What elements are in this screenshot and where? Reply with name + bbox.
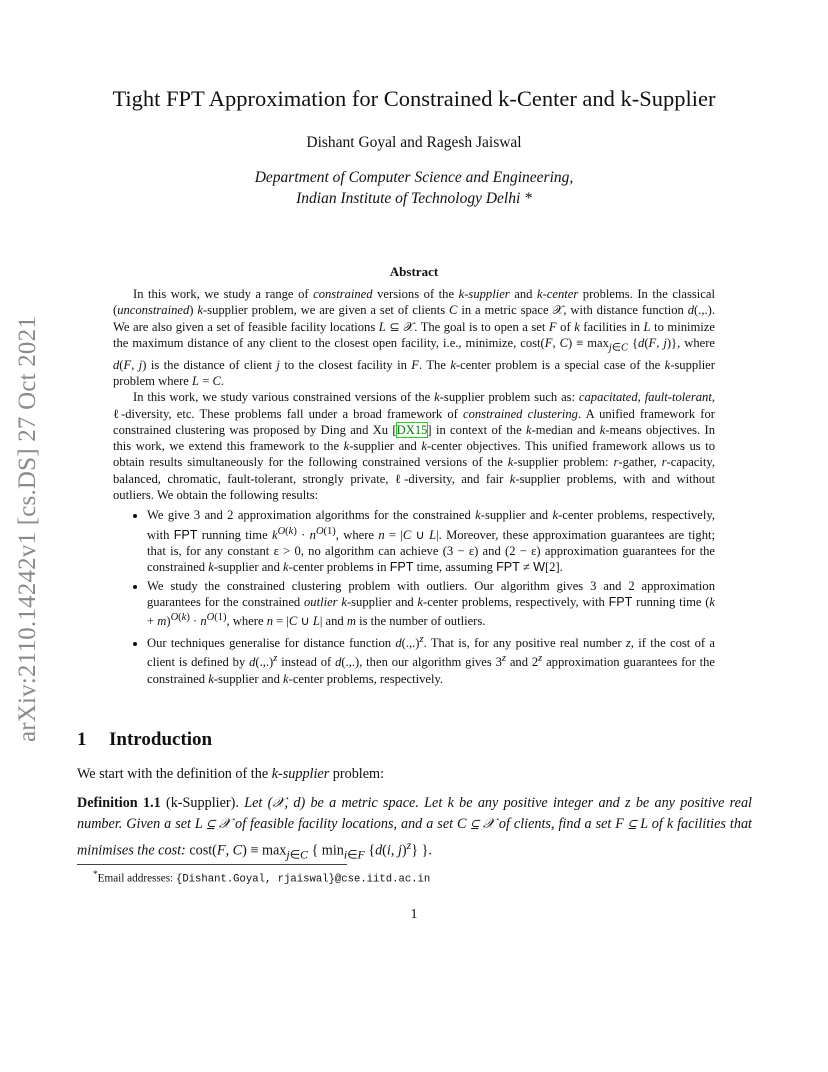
abstract-heading: Abstract bbox=[389, 264, 439, 279]
footnote-marker: * bbox=[93, 870, 98, 880]
abstract-paragraph-1: In this work, we study a range of constrained versions of the k-supplier and k-center problems. In the classical (unconstrained) k-supplier problem, we are given a set of clients C in a metric space 𝒳, with distance function d(.,.). We are also given a set of feasible facility locations L ⊆ 𝒳. The goal is to open a set F of k facilities in L to minimize the maximum distance of any client to the closest open facility, i.e., minimize, cost(F, $C) \equiv \max_{j\in C} \{d(F$, j)}, where d(F, j) is the distance of client j to the closest facility in F. The k-center problem is a special case of the k-supplier problem where L = C. bbox=[113, 287, 715, 388]
footnote bbox=[93, 870, 430, 886]
list-item: • We study the constrained clustering problem with outliers. Our algorithm gives 3 and 2 approximation guarantees for the constrained outlier k-supplier and k-center problems, respectively, with FPT running time $(k + m)^{O(k)} \cdot n^{O(1)}$, where n = |C ∪ L| and m is the number of outliers. bbox=[147, 578, 715, 630]
definition-block: Definition 1.1 (k-Supplier). Let (𝒳, d) be a metric space. Let k be any positive integer and z be any positive real number. Given a set L ⊆ 𝒳 of feasible facility locations, and a set C ⊆ 𝒳 of clients, find a set F ⊆ L of k facilities that minimises the cost: cost(F, $C) \equiv \max_{j\in C}$ { $\min_{i\in F} \{d(i$, j)$^z$} }. bbox=[77, 795, 752, 862]
section-title: Introduction bbox=[109, 729, 213, 750]
definition-name: (k-Supplier). bbox=[166, 795, 239, 811]
abstract-paragraph-2: In this work, we study various constrained versions of the k-supplier problem such as: capacitated, fault-tolerant, ℓ-diversity, etc. These problems fall under a broad framework of constrained clustering. A unified framework for constrained clustering was proposed by Ding and Xu [DX15] in context of the k-median and k-means objectives. In this work, we extend this framework to the k-supplier and k-center objectives. This unified framework allows us to obtain results simultaneously for the following constrained versions of the k-supplier problem: r-gather, r-capacity, balanced, chromatic, fault-tolerant, strongly private, ℓ-diversity, and fair k-supplier problems, with and without outliers. We obtain the following results: bbox=[113, 390, 716, 503]
page-number: 1 bbox=[410, 907, 418, 922]
arxiv-side-stamp: arXiv:2110.14242v1 [cs.DS] 27 Oct 2021 bbox=[14, 315, 41, 743]
paper-title: Tight FPT Approximation for Constrained k-Center and k-Supplier bbox=[112, 86, 716, 111]
list-item: • Our techniques generalise for distance function d(.,.)$^z$. That is, for any positive real number z, if the cost of a client is defined by d(.,.)$^z$ instead of d(.,.), then our algorithm gives 3$^z$ and 2$^z$ approximation guarantees for the constrained k-supplier and k-center problems, respectively. bbox=[147, 632, 715, 687]
section-heading bbox=[77, 729, 212, 751]
section-number: 1 bbox=[77, 729, 87, 750]
affiliation-line-1: Department of Computer Science and Engineering, bbox=[254, 169, 574, 186]
intro-paragraph: We start with the definition of the k-supplier problem: bbox=[77, 766, 385, 782]
definition-label: Definition 1.1 bbox=[77, 795, 161, 811]
abstract-body bbox=[113, 286, 715, 689]
citation-link[interactable]: DX15 bbox=[396, 422, 428, 437]
affiliation-line-2: Indian Institute of Technology Delhi * bbox=[296, 190, 532, 207]
footnote-rule bbox=[77, 864, 347, 865]
results-list bbox=[113, 507, 715, 687]
footnote-prefix: Email addresses: bbox=[97, 872, 176, 885]
list-item: • We give 3 and 2 approximation algorithms for the constrained k-supplier and k-center problems, respectively, with FPT running time $k^{O(k)} \cdot n^{O(1)}$, where n = |C ∪ L|. Moreover, these approximation guarantees are tight; that is, for any constant ε > 0, no algorithm can achieve (3 − ε) and (2 − ε) approximation guarantees for the constrained k-supplier and k-center problems in FPT time, assuming FPT ≠ W[2]. bbox=[147, 507, 715, 575]
paper-authors: Dishant Goyal and Ragesh Jaiswal bbox=[306, 134, 522, 151]
author-affiliation bbox=[0, 167, 828, 209]
footnote-emails: {Dishant.Goyal, rjaiswal}@cse.iitd.ac.in bbox=[175, 873, 431, 886]
